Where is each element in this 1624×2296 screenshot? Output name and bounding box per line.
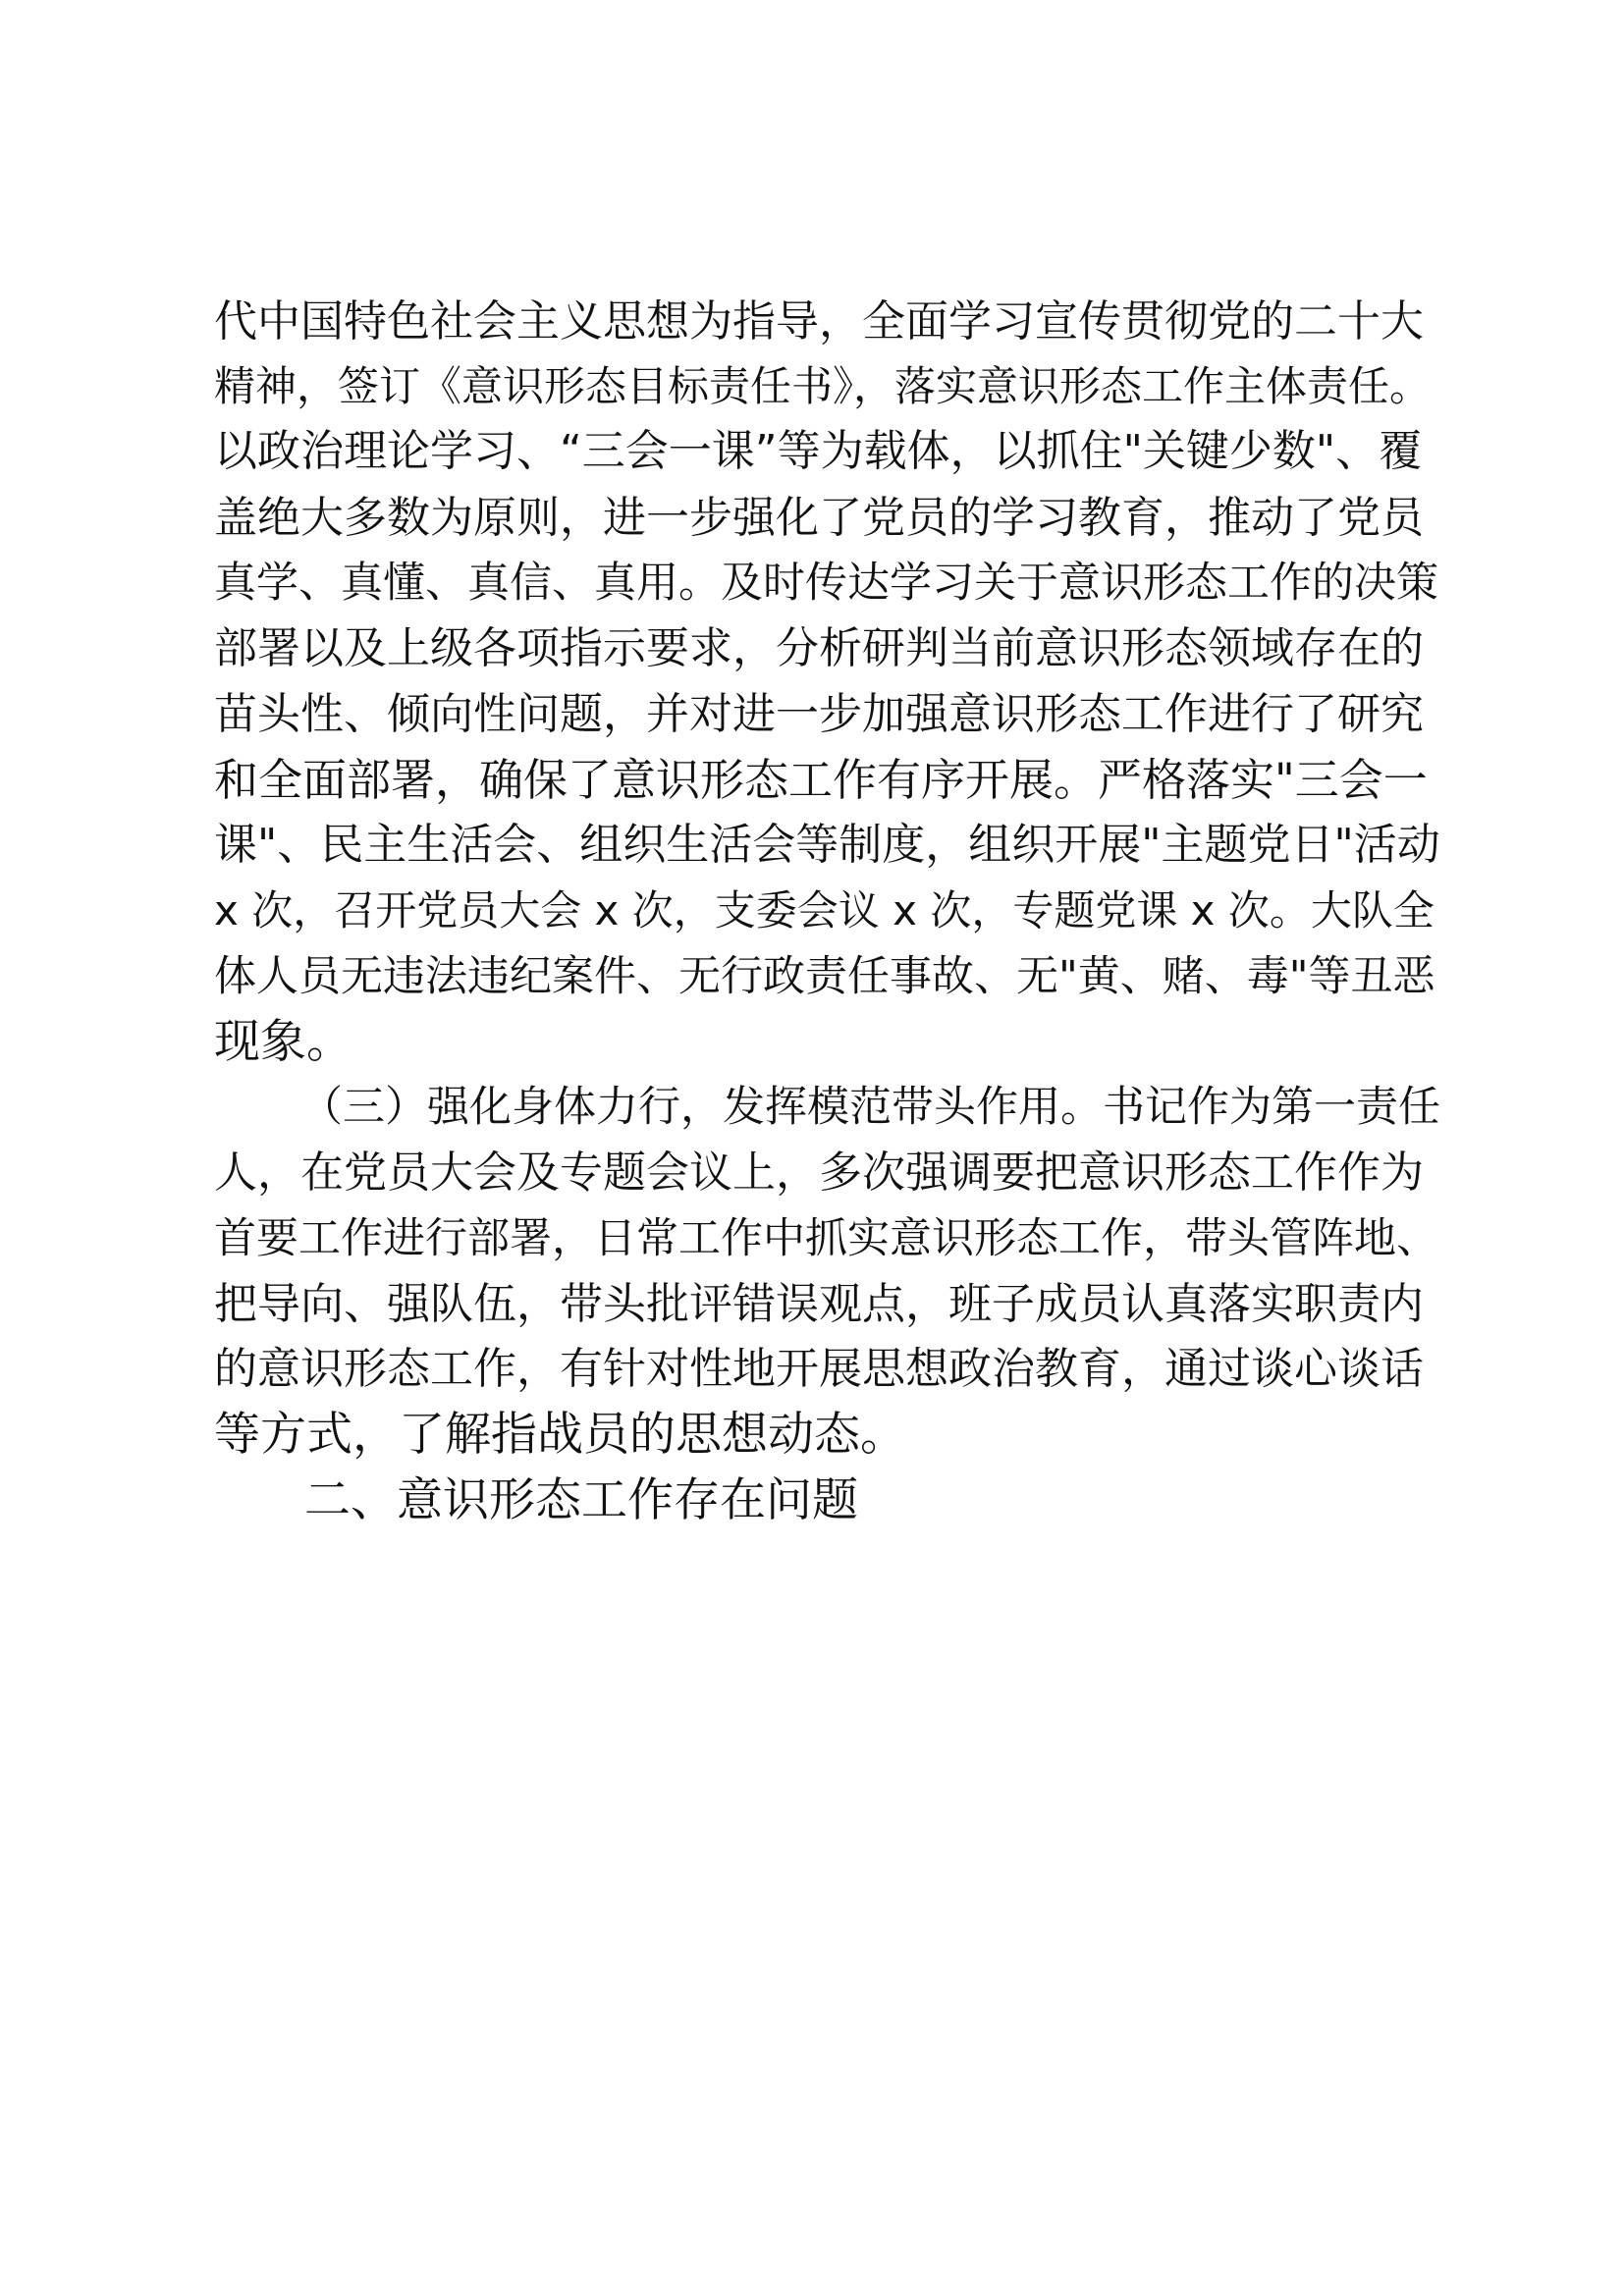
paragraph-1-line-12: 现象。 — [214, 1015, 352, 1069]
paragraph-2-line-6: 等方式，了解指战员的思想动态。 — [214, 1408, 906, 1462]
paragraph-2-line-3: 首要工作进行部署，日常工作中抓实意识形态工作，带头管阵地、 — [214, 1214, 1438, 1263]
paragraph-1-line-9: 课"、民主生活会、组织生活会等制度，组织开展"主题党日"活动 — [214, 820, 1440, 870]
paragraph-1-line-2: 精神，签订《意识形态目标责任书》，落实意识形态工作主体责任。 — [214, 362, 1432, 410]
section-heading: 二、意识形态工作存在问题 — [304, 1473, 858, 1527]
paragraph-2-line-1: （三）强化身体力行，发挥模范带头作用。书记作为第一责任 — [300, 1083, 1440, 1132]
paragraph-1-line-4: 盖绝大多数为原则，进一步强化了党员的学习教育，推动了党员 — [214, 493, 1424, 543]
paragraph-2-line-4: 把导向、强队伍，带头批评错误观点，班子成员认真落实职责内 — [214, 1279, 1424, 1329]
paragraph-1-line-5: 真学、真懂、真信、真用。及时传达学习关于意识形态工作的决策 — [214, 559, 1438, 608]
paragraph-1-line-11: 体人员无违法违纪案件、无行政责任事故、无"黄、赌、毒"等丑恶 — [214, 952, 1435, 1001]
paragraph-2-line-2: 人，在党员大会及专题会议上，多次强调要把意识形态工作作为 — [214, 1148, 1424, 1198]
paragraph-1-line-10: x 次，召开党员大会 x 次，支委会议 x 次，专题党课 x 次。大队全 — [214, 886, 1435, 934]
paragraph-1-line-6: 部署以及上级各项指示要求，分析研判当前意识形态领域存在的 — [214, 623, 1424, 673]
paragraph-1-line-1: 代中国特色社会主义思想为指导，全面学习宣传贯彻党的二十大 — [214, 296, 1424, 347]
paragraph-1-line-3: 以政治理论学习、“三会一课”等为载体，以抓住"关键少数"、覆 — [214, 426, 1423, 476]
paragraph-2-line-5: 的意识形态工作，有针对性地开展思想政治教育，通过谈心谈话 — [214, 1344, 1424, 1394]
paragraph-1-line-8: 和全面部署，确保了意识形态工作有序开展。严格落实"三会一 — [214, 754, 1428, 806]
paragraph-1-line-7: 苗头性、倾向性问题，并对进一步加强意识形态工作进行了研究 — [214, 689, 1424, 739]
